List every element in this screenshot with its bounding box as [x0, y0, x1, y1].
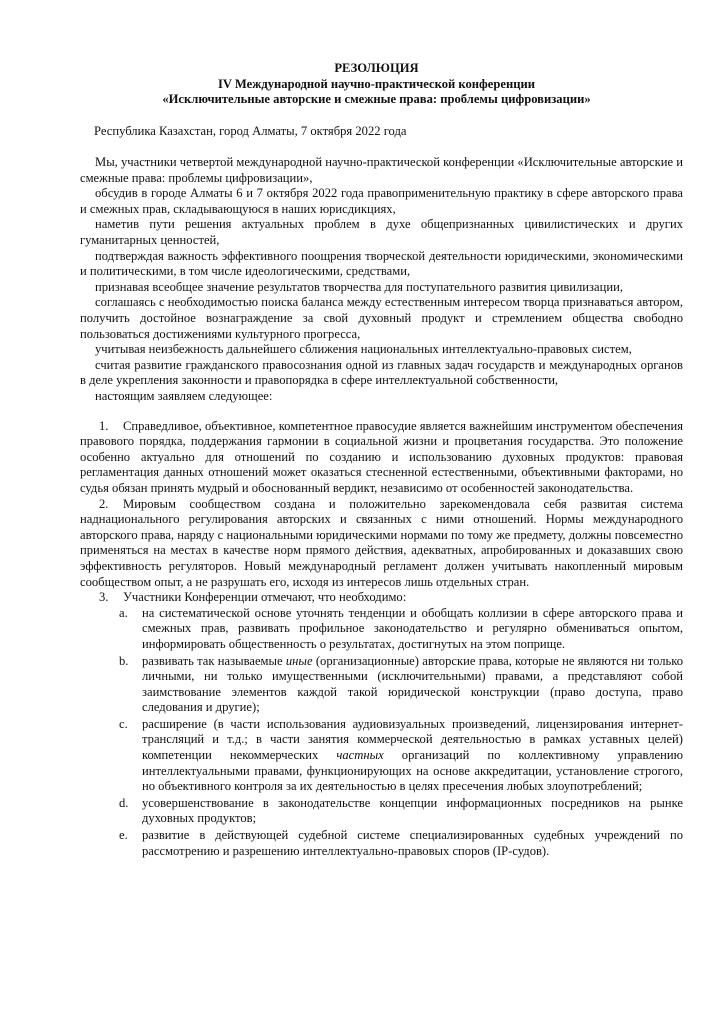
item-text: Справедливое, объективное, компетентное правосудие является важнейшим инструментом обеспечения правового порядка, поддержания гармонии в социальной жизни и процветания государства. Это положение особенно актуально для отношений по созданию и использованию духовных продуктов: правовая регламентация данных отношений может оказаться стесненной естественными, объективными факторами, но судья обязан принять мудрый и обоснованный вердикт, независимо от особенностей законодательства.	[80, 418, 683, 495]
preamble-paragraph: соглашаясь с необходимостью поиска баланса между естественным интересом творца признаваться автором, получить достойное вознаграждение за свой духовный продукт и стремлением общества свободно пользоваться достижениями культурного прогресса,	[80, 295, 683, 341]
resolution-item	[80, 419, 683, 497]
item-text: Участники Конференции отмечают, что необходимо:	[123, 590, 407, 605]
sub-item-text: (организационные) авторские права, которые не являются ни только личными, ни только имущественными (исключительными) правами, а представляют собой заимствование элементов каждой такой юридической конструкции (право доступа, право следования и другие);	[142, 653, 683, 715]
preamble-paragraph: Мы, участники четвертой международной научно-практической конференции «Исключительные авторские и смежные права: проблемы цифровизации»,	[80, 155, 683, 185]
sub-list	[119, 605, 684, 860]
item-number: 2.	[99, 496, 109, 511]
sub-item-emphasis: частных	[336, 748, 384, 763]
sub-item-text: расширение (в части использования аудиовизуальных произведений, лицензирования интернет-трансляций и т.д.; в части занятия коммерческой деятельностью в рамках уставных целей) компетенции некоммерческих	[142, 716, 683, 763]
document-subtitle: IV Международной научно-практической конференции	[218, 76, 535, 91]
sub-item-text: организаций по коллективному управлению интеллектуальными правами, функционирующих на основе аккредитации, установление строгого, но объективного контроля за их деятельностью в целях пресечения любых злоупотреблений;	[142, 748, 684, 794]
sub-item	[119, 605, 683, 653]
preamble-paragraph: обсудив в городе Алматы 6 и 7 октября 2022 года правоприменительную практику в сфере авторского права и смежных прав, складывающуюся в наших юрисдикциях,	[80, 186, 683, 216]
place-date: Республика Казахстан, город Алматы, 7 октября 2022 года	[94, 123, 407, 138]
title-block	[70, 61, 683, 108]
preamble-paragraph: признавая всеобщее значение результатов творчества для поступательного развития цивилизации,	[95, 279, 623, 294]
preamble-paragraph: учитывая неизбежность дальнейшего сближения национальных интеллектуально-правовых систем,	[95, 342, 632, 357]
sub-item-marker: e.	[119, 828, 128, 843]
sub-item-emphasis: иные	[285, 653, 313, 668]
preamble-paragraph: наметив пути решения актуальных проблем в духе общепризнанных цивилистических и других гуманитарных ценностей,	[80, 217, 683, 248]
sub-item	[119, 795, 683, 827]
sub-item	[119, 653, 683, 716]
sub-item-marker: a.	[119, 605, 128, 620]
sub-item-marker: d.	[119, 795, 129, 810]
resolution-item	[80, 590, 683, 606]
preamble-paragraph: настоящим заявляем следующее:	[95, 389, 273, 403]
resolution-item	[80, 497, 683, 591]
sub-item-text: на систематической основе уточнять тенденции и обобщать коллизии в сфере авторского права и смежных прав, развивать профильное законодательство и регулярно обмениваться опытом, информировать общественность о результатах, достигнутых на этом поприще.	[142, 605, 683, 651]
conference-theme: «Исключительные авторские и смежные права: проблемы цифровизации»	[162, 92, 591, 106]
resolution-items	[80, 419, 683, 860]
sub-item-text: развивать так называемые	[142, 653, 286, 668]
item-number: 1.	[99, 418, 109, 433]
preamble	[80, 155, 683, 405]
preamble-paragraph: считая развитие гражданского правосознания одной из главных задач государств и международных органов в деле укрепления законности и правопорядка в сфере интеллектуальной собственности,	[80, 357, 683, 388]
sub-item-text: усовершенствование в законодательстве концепции информационных посредников на рынке духовных продуктов;	[142, 795, 683, 826]
sub-item-text: развитие в действующей судебной системе специализированных судебных учреждений по рассмотрению и разрешению интеллектуально-правовых споров (IP-судов).	[142, 828, 683, 858]
document-title: РЕЗОЛЮЦИЯ	[334, 61, 419, 75]
item-text: Мировым сообществом создана и положительно зарекомендовала себя развитая система наднационального регулирования авторских и связанных с ними отношений. Нормы международного авторского права, наряду с национальными юридическими нормами по тому же предмету, должны повсеместно применяться на местах в качестве норм прямого действия, адекватных, апробированных и доказавших свою эффективность регуляторов. Новый международный регламент должен учитывать накопленный мировым сообществом опыт, а не разрушать его, исходя из интересов лишь отдельных стран.	[80, 496, 683, 589]
preamble-paragraph: подтверждая важность эффективного поощрения творческой деятельности юридическими, экономическими и политическими, в том числе идеологическими, средствами,	[80, 248, 683, 279]
item-number: 3.	[99, 590, 109, 605]
sub-item	[119, 716, 684, 795]
sub-item-marker: c.	[119, 716, 128, 731]
sub-item-marker: b.	[119, 653, 129, 668]
sub-item	[119, 828, 683, 859]
